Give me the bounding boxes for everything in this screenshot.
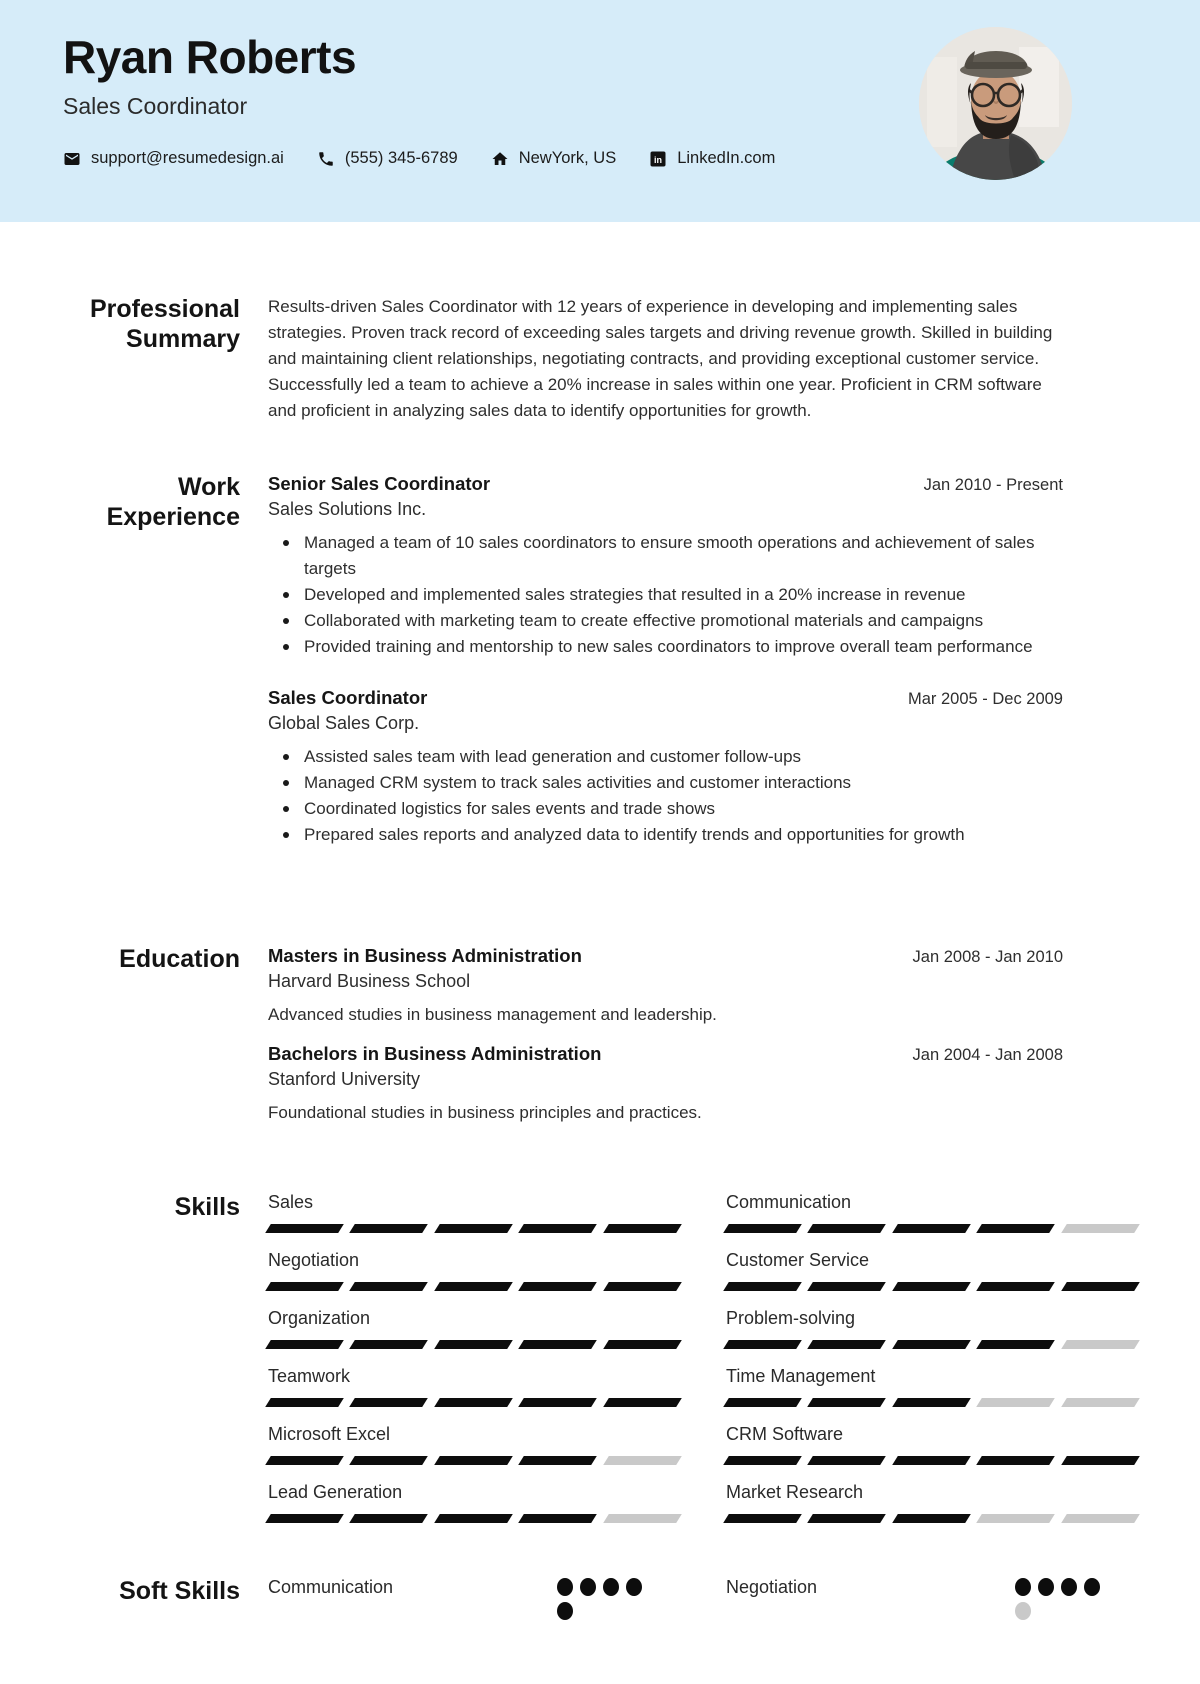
skill-item: Lead Generation [268,1482,679,1523]
skills-heading: Skills [174,1193,240,1221]
work-experience-heading: Work Experience [106,473,240,531]
bullet-item: Managed a team of 10 sales coordinators to ensure smooth operations and achievement of sales targets [268,530,1063,582]
education-entry [268,1042,1063,1126]
soft-skill-item: Communication [268,1576,679,1620]
skill-level-bar [726,1398,1137,1407]
skill-level-bar [268,1514,679,1523]
soft-skill-dot-rating [557,1578,649,1620]
bullet-item: Assisted sales team with lead generation and customer follow-ups [268,744,1063,770]
skill-level-bar [726,1456,1137,1465]
job-title: Sales Coordinator [268,687,428,708]
svg-text:in: in [654,154,663,165]
education-dates: Jan 2004 - Jan 2008 [912,1046,1063,1064]
bullet-item: Prepared sales reports and analyzed data to identify trends and opportunities for growth [268,822,1063,848]
skill-level-bar [726,1340,1137,1349]
job-title: Sales Coordinator [63,93,248,119]
skill-level-bar [726,1224,1137,1233]
education-description: Advanced studies in business management and leadership. [268,1005,717,1024]
skill-level-bar [268,1456,679,1465]
skill-item: Customer Service [726,1250,1137,1291]
profile-photo-illustration [919,27,1072,180]
skill-level-bar [268,1398,679,1407]
skill-item: Communication [726,1192,1137,1233]
bullet-item: Managed CRM system to track sales activities and customer interactions [268,770,1063,796]
phone-icon [317,150,335,168]
education-dates: Jan 2008 - Jan 2010 [912,948,1063,966]
job-company: Sales Solutions Inc. [268,499,427,519]
education-entry [268,944,1063,1028]
job-entry [268,686,1063,848]
education-heading: Education [119,945,240,973]
job-title: Senior Sales Coordinator [268,473,491,494]
skill-item: Problem-solving [726,1308,1137,1349]
degree-title: Bachelors in Business Administration [268,1043,602,1064]
skills-column-right [726,1192,1137,1540]
contact-linkedin[interactable] [649,149,775,168]
soft-skills-section [0,1576,1200,1620]
contact-linkedin-text: LinkedIn.com [677,149,776,167]
skill-level-bar [726,1514,1137,1523]
skill-item: Teamwork [268,1366,679,1407]
skill-item: Microsoft Excel [268,1424,679,1465]
work-experience-section [0,472,1200,848]
skill-item: Market Research [726,1482,1137,1523]
contact-location [491,149,617,168]
skill-level-bar [726,1282,1137,1291]
bullet-item: Developed and implemented sales strategies that resulted in a 20% increase in revenue [268,582,1063,608]
skill-level-bar [268,1282,679,1291]
contact-email-text: support@resumedesign.ai [91,149,284,167]
bullet-item: Coordinated logistics for sales events and trade shows [268,796,1063,822]
email-icon [63,150,81,168]
job-bullet-list [268,744,1063,848]
linkedin-icon [649,150,667,168]
skill-item: Time Management [726,1366,1137,1407]
skills-column-left [268,1192,679,1540]
skill-item: Negotiation [268,1250,679,1291]
job-dates: Mar 2005 - Dec 2009 [907,690,1063,708]
resume-header [0,0,1200,222]
education-description: Foundational studies in business principles and practices. [268,1103,702,1122]
contact-email[interactable] [63,149,284,168]
home-icon [491,150,509,168]
skill-item: CRM Software [726,1424,1137,1465]
soft-skills-heading: Soft Skills [119,1577,240,1605]
contact-row [63,149,775,168]
job-bullet-list [268,530,1063,660]
soft-skill-item: Negotiation [726,1576,1137,1620]
school-name: Harvard Business School [268,971,471,991]
job-company: Global Sales Corp. [268,713,420,733]
degree-title: Masters in Business Administration [268,945,582,966]
skills-section [0,1192,1200,1540]
contact-phone [317,149,458,168]
bullet-item: Collaborated with marketing team to create effective promotional materials and campaigns [268,608,1063,634]
skill-level-bar [268,1224,679,1233]
soft-skill-dot-rating [1015,1578,1107,1620]
summary-section [0,294,1200,424]
skill-item: Sales [268,1192,679,1233]
skill-level-bar [268,1340,679,1349]
person-name: Ryan Roberts [63,31,357,83]
contact-location-text: NewYork, US [518,149,617,167]
skill-item: Organization [268,1308,679,1349]
contact-phone-text: (555) 345-6789 [344,149,458,167]
summary-heading: Professional Summary [89,295,240,353]
summary-text: Results-driven Sales Coordinator with 12 years of experience in developing and implementing sales strategies. Proven track record of exceeding sales targets and driving revenue growth. Skilled in building and maintaining client relationships, negotiating contracts, and providing exceptional customer service. Successfully led a team to achieve a 20% increase in sales within one year. Proficient in CRM software and proficient in analyzing sales data to identify opportunities for growth. [268,297,1053,420]
school-name: Stanford University [268,1069,421,1089]
bullet-item: Provided training and mentorship to new sales coordinators to improve overall team performance [268,634,1063,660]
profile-photo [919,27,1072,180]
job-dates: Jan 2010 - Present [923,476,1063,494]
job-entry [268,472,1063,660]
education-section [0,944,1200,1126]
